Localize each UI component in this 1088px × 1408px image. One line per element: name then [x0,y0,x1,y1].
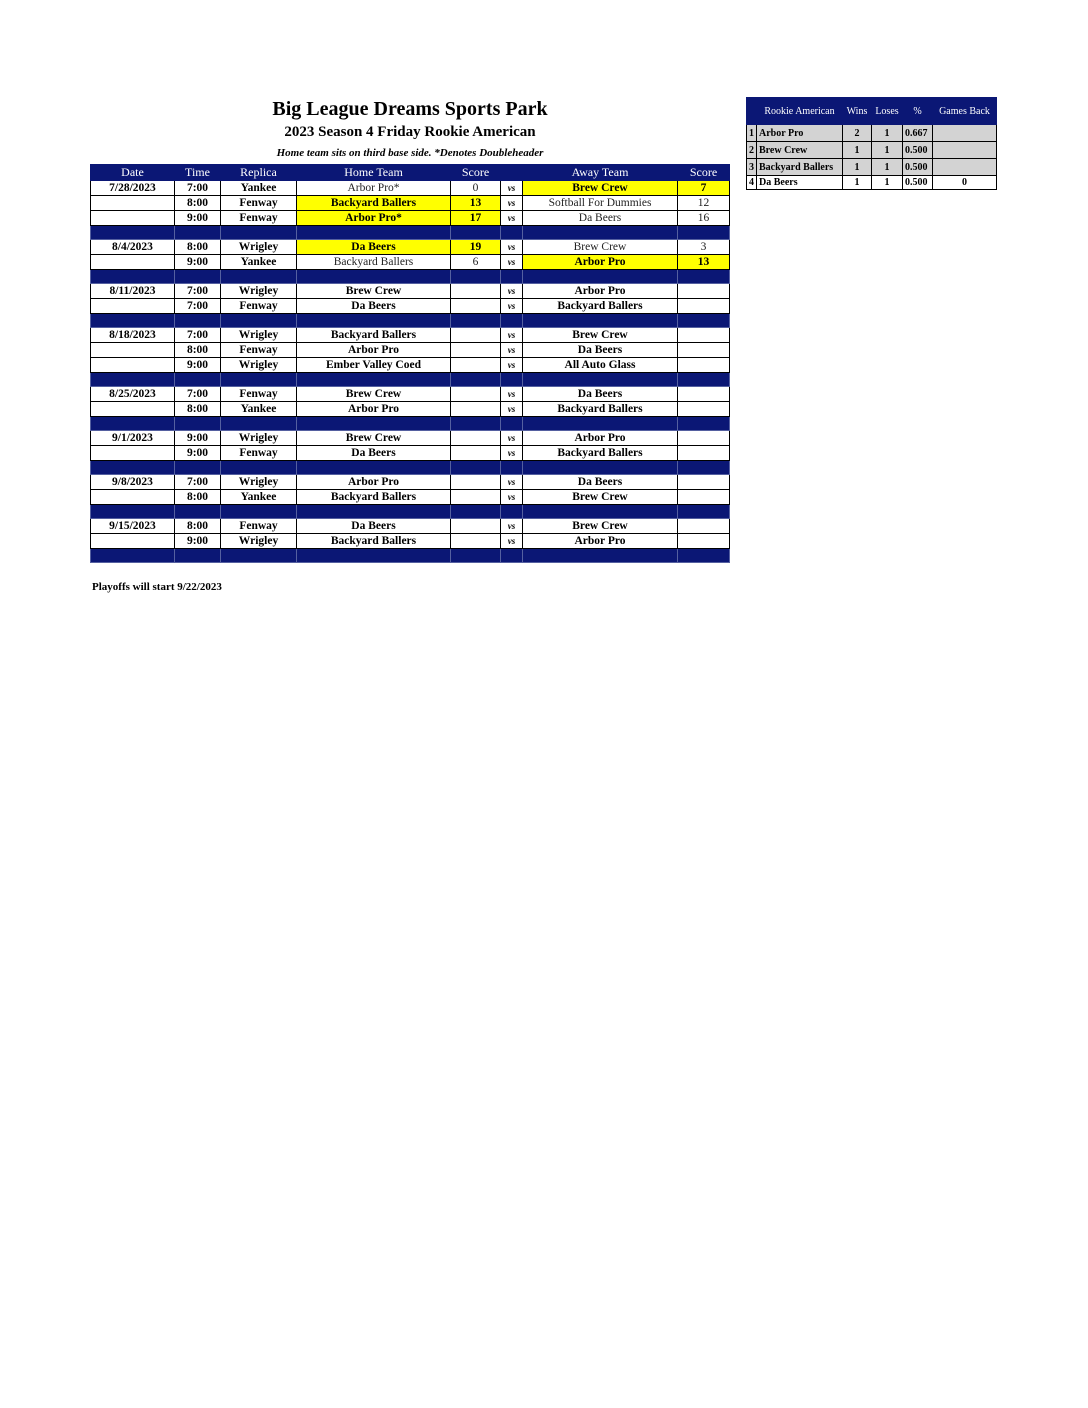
home-team: Backyard Ballers [297,534,451,549]
away-score: 3 [678,240,730,255]
field-replica: Wrigley [221,431,297,446]
separator-cell [91,373,175,387]
standings-pct: 0.500 [903,159,933,176]
separator-cell [678,314,730,328]
standings-team: Brew Crew [757,142,843,159]
away-team: Arbor Pro [523,284,678,299]
standings-team: Arbor Pro [757,125,843,142]
separator-cell [501,461,523,475]
standings-wins: 1 [843,159,872,176]
away-score [678,475,730,490]
schedule-separator-row [91,270,730,284]
home-score [451,446,501,461]
away-team: Brew Crew [523,519,678,534]
col-home-team-header: Home Team [297,165,451,181]
standings-loses: 1 [872,159,903,176]
separator-cell [678,417,730,431]
schedule-row [91,402,730,417]
standings-games-back [933,159,997,176]
schedule-separator-row [91,549,730,563]
standings-body [747,125,997,190]
home-score [451,387,501,402]
separator-cell [297,314,451,328]
schedule-row [91,343,730,358]
separator-cell [175,417,221,431]
standings-games-back [933,142,997,159]
home-score [451,328,501,343]
standings-table [746,97,997,190]
separator-cell [451,417,501,431]
standings-division-header: Rookie American [757,98,843,125]
game-date: 8/4/2023 [91,240,175,255]
vs-label: vs [501,431,523,446]
home-team: Arbor Pro* [297,211,451,226]
away-team: Arbor Pro [523,534,678,549]
separator-cell [297,549,451,563]
separator-cell [221,270,297,284]
standings-row [747,142,997,159]
separator-cell [523,417,678,431]
standings-loses: 1 [872,176,903,190]
away-team: All Auto Glass [523,358,678,373]
separator-cell [451,373,501,387]
home-team: Arbor Pro* [297,181,451,196]
game-time: 9:00 [175,211,221,226]
separator-cell [501,270,523,284]
away-team: Da Beers [523,387,678,402]
home-team: Da Beers [297,299,451,314]
separator-cell [451,461,501,475]
standings-row [747,176,997,190]
game-time: 7:00 [175,299,221,314]
schedule-separator-row [91,417,730,431]
game-time: 9:00 [175,534,221,549]
home-team: Da Beers [297,519,451,534]
home-team: Brew Crew [297,387,451,402]
col-time-header: Time [175,165,221,181]
separator-cell [523,373,678,387]
away-score [678,387,730,402]
standings-rank: 4 [747,176,757,190]
vs-label: vs [501,255,523,270]
home-score [451,358,501,373]
game-time: 9:00 [175,255,221,270]
field-replica: Wrigley [221,358,297,373]
game-date [91,358,175,373]
away-score [678,402,730,417]
schedule-separator-row [91,461,730,475]
game-date: 7/28/2023 [91,181,175,196]
separator-cell [678,505,730,519]
separator-cell [451,314,501,328]
separator-cell [221,417,297,431]
vs-label: vs [501,181,523,196]
game-date [91,446,175,461]
schedule-row [91,240,730,255]
col-date-header: Date [91,165,175,181]
standings-wins-header: Wins [843,98,872,125]
separator-cell [221,373,297,387]
away-team: Arbor Pro [523,255,678,270]
separator-cell [501,417,523,431]
field-replica: Fenway [221,299,297,314]
away-score [678,446,730,461]
separator-cell [678,373,730,387]
home-score: 13 [451,196,501,211]
schedule-separator-row [91,505,730,519]
schedule-row [91,255,730,270]
schedule-separator-row [91,226,730,240]
separator-cell [678,226,730,240]
vs-label: vs [501,284,523,299]
home-team: Arbor Pro [297,343,451,358]
schedule-row [91,490,730,505]
home-score: 0 [451,181,501,196]
separator-cell [451,549,501,563]
standings-pct: 0.667 [903,125,933,142]
field-replica: Wrigley [221,328,297,343]
game-date [91,211,175,226]
separator-cell [221,505,297,519]
standings-games-back [933,125,997,142]
separator-cell [451,270,501,284]
separator-cell [175,314,221,328]
field-replica: Fenway [221,387,297,402]
game-date [91,534,175,549]
away-team: Backyard Ballers [523,299,678,314]
away-score [678,358,730,373]
separator-cell [221,461,297,475]
separator-cell [501,226,523,240]
schedule-separator-row [91,373,730,387]
game-time: 7:00 [175,328,221,343]
game-date [91,490,175,505]
separator-cell [678,461,730,475]
separator-cell [523,461,678,475]
game-time: 7:00 [175,387,221,402]
separator-cell [175,226,221,240]
field-replica: Yankee [221,181,297,196]
away-score: 13 [678,255,730,270]
schedule-row [91,431,730,446]
home-team: Arbor Pro [297,475,451,490]
home-score [451,534,501,549]
game-time: 9:00 [175,431,221,446]
game-date: 8/11/2023 [91,284,175,299]
game-time: 7:00 [175,475,221,490]
schedule-row [91,534,730,549]
schedule-row [91,284,730,299]
home-score: 17 [451,211,501,226]
separator-cell [297,417,451,431]
schedule-table [90,164,730,563]
schedule-row [91,196,730,211]
away-team: Arbor Pro [523,431,678,446]
field-replica: Yankee [221,490,297,505]
schedule-row [91,475,730,490]
away-score: 16 [678,211,730,226]
separator-cell [523,505,678,519]
standings-rank: 3 [747,159,757,176]
separator-cell [91,314,175,328]
game-time: 8:00 [175,343,221,358]
standings-pct: 0.500 [903,176,933,190]
separator-cell [523,549,678,563]
game-time: 8:00 [175,196,221,211]
standings-team: Backyard Ballers [757,159,843,176]
vs-label: vs [501,196,523,211]
home-team: Backyard Ballers [297,255,451,270]
home-team: Brew Crew [297,284,451,299]
game-time: 7:00 [175,284,221,299]
away-score [678,490,730,505]
home-score: 6 [451,255,501,270]
away-score [678,431,730,446]
separator-cell [501,314,523,328]
schedule-row [91,211,730,226]
vs-label: vs [501,519,523,534]
standings-pct: 0.500 [903,142,933,159]
game-date: 8/25/2023 [91,387,175,402]
field-replica: Fenway [221,446,297,461]
standings-gb-header: Games Back [933,98,997,125]
standings-rank: 2 [747,142,757,159]
field-replica: Wrigley [221,284,297,299]
schedule-body [91,181,730,563]
field-replica: Fenway [221,519,297,534]
home-score [451,299,501,314]
separator-cell [451,226,501,240]
separator-cell [91,226,175,240]
vs-label: vs [501,490,523,505]
separator-cell [297,270,451,284]
away-score: 12 [678,196,730,211]
game-time: 9:00 [175,446,221,461]
separator-cell [221,549,297,563]
away-team: Softball For Dummies [523,196,678,211]
away-team: Da Beers [523,475,678,490]
separator-cell [297,461,451,475]
away-team: Da Beers [523,343,678,358]
home-team: Brew Crew [297,431,451,446]
separator-cell [221,226,297,240]
game-date [91,196,175,211]
separator-cell [523,226,678,240]
away-score [678,534,730,549]
vs-label: vs [501,534,523,549]
game-time: 8:00 [175,519,221,534]
away-team: Brew Crew [523,490,678,505]
vs-label: vs [501,402,523,417]
separator-cell [501,549,523,563]
schedule-row [91,299,730,314]
schedule-row [91,358,730,373]
standings-wins: 1 [843,142,872,159]
separator-cell [501,373,523,387]
home-team: Ember Valley Coed [297,358,451,373]
separator-cell [451,505,501,519]
standings-rank: 1 [747,125,757,142]
schedule-header-row [91,165,730,181]
field-replica: Fenway [221,343,297,358]
home-team: Backyard Ballers [297,328,451,343]
game-date [91,255,175,270]
separator-cell [91,461,175,475]
schedule-separator-row [91,314,730,328]
page-subtitle: 2023 Season 4 Friday Rookie American [284,124,536,140]
home-team: Da Beers [297,446,451,461]
game-date: 9/1/2023 [91,431,175,446]
away-score [678,284,730,299]
separator-cell [175,549,221,563]
home-team: Da Beers [297,240,451,255]
playoffs-note: Playoffs will start 9/22/2023 [92,581,222,593]
page-title: Big League Dreams Sports Park [272,98,548,120]
away-team: Brew Crew [523,181,678,196]
game-date [91,343,175,358]
away-score [678,343,730,358]
col-away-team-header: Away Team [523,165,678,181]
separator-cell [297,226,451,240]
vs-label: vs [501,299,523,314]
home-score: 19 [451,240,501,255]
schedule-row [91,446,730,461]
schedule-row [91,181,730,196]
standings-team: Da Beers [757,176,843,190]
separator-cell [91,270,175,284]
home-team: Backyard Ballers [297,490,451,505]
separator-cell [175,373,221,387]
vs-label: vs [501,446,523,461]
standings-wins: 1 [843,176,872,190]
home-score [451,490,501,505]
home-score [451,343,501,358]
game-date: 8/18/2023 [91,328,175,343]
separator-cell [523,270,678,284]
away-score [678,299,730,314]
separator-cell [91,505,175,519]
field-replica: Wrigley [221,240,297,255]
standings-row [747,159,997,176]
away-team: Brew Crew [523,328,678,343]
home-team: Backyard Ballers [297,196,451,211]
home-score [451,519,501,534]
game-time: 8:00 [175,240,221,255]
home-score [451,475,501,490]
standings-rank-header [747,98,757,125]
standings-wins: 2 [843,125,872,142]
home-score [451,284,501,299]
separator-cell [678,270,730,284]
vs-label: vs [501,328,523,343]
standings-header-row [747,98,997,125]
away-score: 7 [678,181,730,196]
separator-cell [678,549,730,563]
game-date [91,299,175,314]
game-time: 9:00 [175,358,221,373]
home-score [451,402,501,417]
vs-label: vs [501,387,523,402]
vs-label: vs [501,240,523,255]
game-date [91,402,175,417]
game-date: 9/15/2023 [91,519,175,534]
vs-label: vs [501,475,523,490]
header-note: Home team sits on third base side. *Denotes Doubleheader [276,147,544,159]
separator-cell [221,314,297,328]
game-time: 7:00 [175,181,221,196]
separator-cell [523,314,678,328]
field-replica: Wrigley [221,475,297,490]
field-replica: Yankee [221,402,297,417]
separator-cell [91,417,175,431]
vs-label: vs [501,358,523,373]
game-time: 8:00 [175,490,221,505]
field-replica: Yankee [221,255,297,270]
separator-cell [501,505,523,519]
separator-cell [91,549,175,563]
away-score [678,328,730,343]
separator-cell [297,505,451,519]
standings-row [747,125,997,142]
col-replica-header: Replica [221,165,297,181]
standings-loses: 1 [872,142,903,159]
col-home-score-header: Score [451,165,501,181]
home-team: Arbor Pro [297,402,451,417]
away-team: Da Beers [523,211,678,226]
game-date: 9/8/2023 [91,475,175,490]
field-replica: Fenway [221,196,297,211]
standings-pct-header: % [903,98,933,125]
field-replica: Fenway [221,211,297,226]
schedule-row [91,387,730,402]
separator-cell [175,461,221,475]
home-score [451,431,501,446]
vs-label: vs [501,211,523,226]
separator-cell [175,505,221,519]
vs-label: vs [501,343,523,358]
away-team: Brew Crew [523,240,678,255]
schedule-row [91,328,730,343]
standings-loses-header: Loses [872,98,903,125]
field-replica: Wrigley [221,534,297,549]
col-away-score-header: Score [678,165,730,181]
col-vs-header [501,165,523,181]
standings-games-back: 0 [933,176,997,190]
separator-cell [175,270,221,284]
away-team: Backyard Ballers [523,402,678,417]
game-time: 8:00 [175,402,221,417]
away-team: Backyard Ballers [523,446,678,461]
schedule-row [91,519,730,534]
away-score [678,519,730,534]
separator-cell [297,373,451,387]
standings-loses: 1 [872,125,903,142]
